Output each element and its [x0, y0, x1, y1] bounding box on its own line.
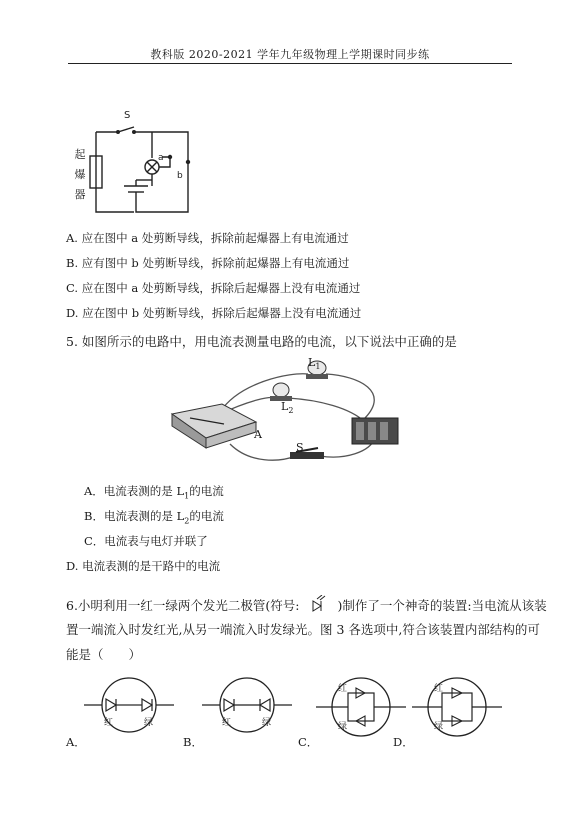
q6-choice-b-diagram — [202, 675, 292, 735]
q5-option-a[interactable]: A．电流表测的是 $L_1$的电流 — [84, 484, 224, 501]
svg-text:绿: 绿 — [338, 722, 348, 732]
q5-option-d[interactable]: D. 电流表测的是干路中的电流 — [66, 559, 221, 573]
header-divider — [68, 63, 512, 64]
svg-text:绿: 绿 — [434, 722, 444, 732]
option-text: 应在图中 a 处剪断导线，拆除后起爆器上没有电流通过 — [81, 281, 361, 295]
q6-stem-line2: 置一端流入时发红光,从另一端流入时发绿光。图 3 各选项中,符合该装置内部结构的可 — [66, 622, 540, 637]
q6-stem-line3: 能是（ ） — [66, 647, 142, 662]
q6-choice-d[interactable]: D． — [393, 735, 414, 749]
switch-s-label: S — [296, 441, 304, 454]
option-letter: A. — [66, 231, 78, 245]
svg-text:红: 红 — [338, 684, 348, 694]
option-letter: B. — [66, 256, 79, 270]
svg-text:红: 红 — [434, 684, 444, 694]
led-symbol-icon — [308, 595, 330, 615]
svg-text:绿: 绿 — [144, 718, 154, 728]
point-b-label: b — [177, 171, 183, 181]
option-text: 应在图中 a 处剪断导线，拆除前起爆器上有电流通过 — [81, 231, 349, 245]
lamp-l2-label: $L_2$ — [281, 400, 294, 416]
q4-option-c[interactable] — [66, 280, 360, 296]
svg-text:红: 红 — [222, 718, 232, 728]
q4-option-d[interactable] — [66, 305, 361, 321]
q6-stem-line1: 6.小明利用一红一绿两个发光二极管(符号: )制作了一个神奇的装置:当电流从该装 — [66, 595, 547, 615]
switch-label: S — [124, 110, 131, 121]
q6-choice-a-diagram — [84, 675, 174, 735]
ammeter-label: A — [254, 428, 262, 441]
q4-option-a[interactable] — [66, 230, 349, 246]
svg-text:红: 红 — [104, 718, 114, 728]
option-text: 应在图中 b 处剪断导线，拆除后起爆器上没有电流通过 — [82, 306, 362, 320]
q6-choice-b[interactable]: B． — [183, 735, 203, 749]
q5-stem: 5. 如图所示的电路中，用电流表测量电路的电流，以下说法中正确的是 — [66, 334, 457, 349]
option-text: 应有图中 b 处剪断导线，拆除前起爆器上有电流通过 — [81, 256, 350, 270]
page-header: 教科版 2020-2021 学年九年级物理上学期课时同步练 — [150, 48, 430, 61]
svg-text:绿: 绿 — [262, 718, 272, 728]
point-a-label: a — [158, 153, 164, 163]
q5-option-c[interactable]: C．电流表与电灯并联了 — [84, 534, 208, 548]
q6-choice-c[interactable]: C． — [298, 735, 319, 749]
q6-choice-c-diagram — [316, 675, 406, 739]
detonator-label: 起爆器 — [74, 148, 86, 201]
q5-option-b[interactable]: B．电流表测的是 $L_2$的电流 — [84, 509, 224, 526]
q6-choice-a[interactable]: A． — [66, 735, 86, 749]
lamp-l1-label: $L_1$ — [308, 356, 321, 372]
option-letter: C. — [66, 281, 79, 295]
q4-option-b[interactable] — [66, 255, 349, 271]
q6-choice-d-diagram — [412, 675, 502, 739]
option-letter: D. — [66, 306, 79, 320]
